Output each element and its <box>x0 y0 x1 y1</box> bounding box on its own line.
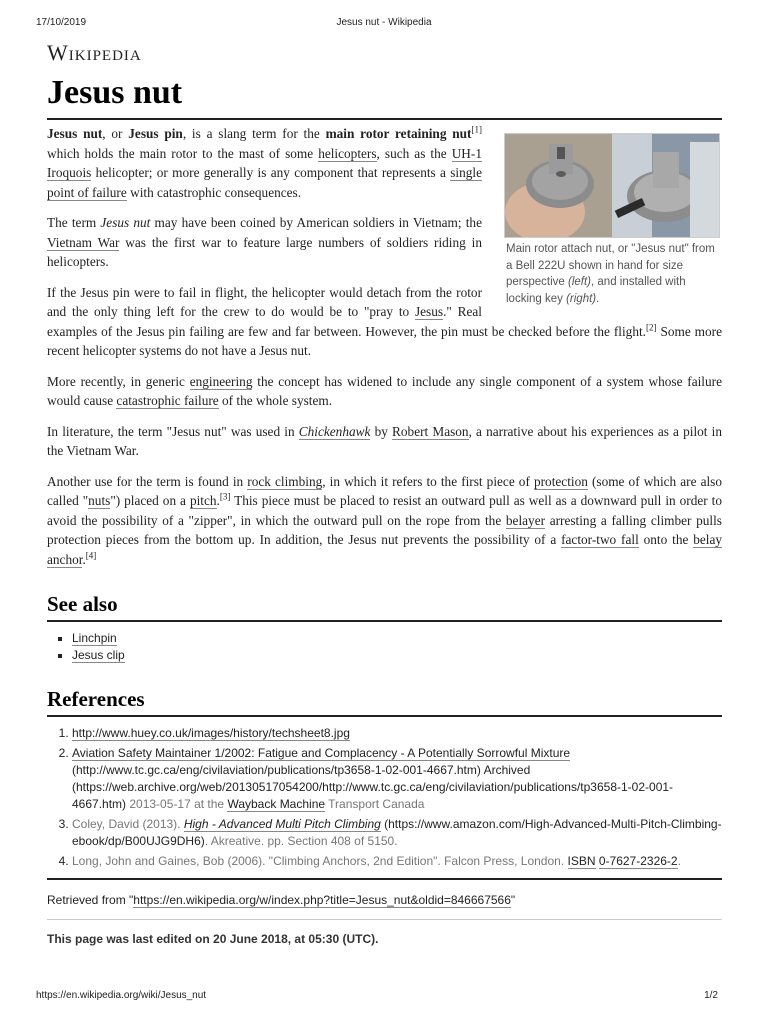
citation-3[interactable]: [3] <box>219 491 231 502</box>
text: . <box>82 551 86 567</box>
reference-item <box>72 853 722 870</box>
text: was the first war to feature large numbers of soldiers riding in helicopters. <box>47 234 482 269</box>
print-date: 17/10/2019 <box>36 17 87 28</box>
bold-term: Jesus pin <box>128 126 183 141</box>
link-factor-two-fall[interactable]: factor-two fall <box>561 532 639 547</box>
text: , such as the <box>376 145 452 161</box>
reference-item <box>72 816 722 850</box>
ref-link-coley[interactable] <box>184 817 381 832</box>
ref-link-wayback[interactable]: Wayback Machine <box>227 797 326 811</box>
reference-item <box>72 745 722 813</box>
link-pitch[interactable]: pitch <box>189 493 217 508</box>
retrieved-from <box>47 891 722 920</box>
thumbnail-caption <box>504 238 722 307</box>
article-body <box>47 124 722 949</box>
text: which holds the main rotor to the mast of some <box>47 145 319 161</box>
page-number: 1/2 <box>704 990 718 1001</box>
ref-url: (http://www.tc.gc.ca/eng/civilaviation/publications/tp3658-1-02-001-4667.htm) <box>72 763 481 777</box>
caption-text: Main rotor attach nut, or "Jesus nut" from a Bell 222U shown in hand for size perspective <box>506 243 715 288</box>
citation-1[interactable]: [1] <box>471 124 482 135</box>
ref-link-isbn[interactable]: ISBN <box>567 854 596 868</box>
link-protection[interactable]: protection <box>533 473 588 489</box>
text: More recently, in generic <box>47 373 190 389</box>
text: , a narrative about his experiences as a pilot in the Vietnam War. <box>47 423 722 458</box>
reference-item <box>72 725 722 742</box>
last-edited: This page was last edited on 20 June 2018, at 05:30 (UTC). <box>47 931 379 946</box>
caption-text: , and installed with locking key <box>506 276 686 305</box>
link-belay-anchor[interactable]: belay anchor <box>47 532 723 567</box>
ref-url: (https://www.amazon.com/High-Advanced-Multi-Pitch-Climbing-ebook/dp/B00UJG9DH6) <box>72 817 722 848</box>
text: the concept has widened to include any single component of a system whose failure would cause <box>47 373 722 408</box>
text: , or <box>102 126 129 141</box>
paragraph-climbing: Another use for the term is found in rock climbing, in which it refers to the first piece of protection (some of which are also called "nuts") placed on a pitch.[3] This piece must be placed to resist an outward pull as well as a downward pull in order to avoid the possibility of a "zipper", in which the outward pull on the rope from the belayer arresting a falling climber pulls protection pieces from the bottom up. In addition, the Jesus nut prevents the possibility of a factor-two fall onto the belay anchor.[4] <box>47 473 723 567</box>
caption-right: (right) <box>566 292 597 305</box>
text: Some more recent helicopter systems do not have a Jesus nut. <box>47 323 722 358</box>
page-title: Jesus nut <box>47 74 183 111</box>
see-also-list <box>47 630 722 664</box>
book-title: Chickenhawk <box>298 423 371 439</box>
ref-title: High - Advanced Multi Pitch Climbing <box>183 817 381 831</box>
ref-date: 2013-05-17 at the <box>126 797 228 811</box>
citation-2[interactable]: [2] <box>646 322 657 333</box>
list-item <box>72 647 722 664</box>
retrieved-link[interactable]: https://en.wikipedia.org/w/index.php?title=Jesus_nut&oldid=846667566 <box>133 893 511 907</box>
paragraph-literature <box>47 422 722 461</box>
ref-archive: Archived (https://web.archive.org/web/20130517054200/http://www.tc.gc.ca/eng/civilaviation/publications/tp3658-1-02-001-4667.htm) <box>72 763 674 811</box>
print-url: https://en.wikipedia.org/wiki/Jesus_nut <box>36 990 207 1001</box>
references-heading: References <box>47 686 722 717</box>
text: , in which it refers to the first piece of <box>322 473 534 489</box>
link-jesus-clip[interactable]: Jesus clip <box>72 648 125 662</box>
bold-term: Jesus nut <box>47 126 103 141</box>
title-divider <box>47 118 722 120</box>
link-rock-climbing[interactable]: rock climbing <box>247 473 323 489</box>
ref-publisher: Transport Canada <box>325 797 425 811</box>
text: of the whole system. <box>218 393 333 408</box>
ref-link-huey[interactable]: http://www.huey.co.uk/images/history/techsheet8.jpg <box>72 726 350 740</box>
text: , is a slang term for the <box>182 126 326 141</box>
see-also-heading: See also <box>47 591 722 622</box>
citation-4[interactable]: [4] <box>85 550 97 561</box>
link-linchpin[interactable]: Linchpin <box>72 631 117 645</box>
link-catastrophic-failure[interactable]: catastrophic failure <box>116 393 219 408</box>
text: helicopter; or more generally is any component that represents a <box>91 165 451 180</box>
italic-term: Jesus nut <box>100 215 151 230</box>
print-footer <box>36 990 732 1004</box>
rotor-nut-photo[interactable] <box>504 133 720 238</box>
text: may have been coined by American soldiers in Vietnam; the <box>150 215 482 230</box>
ref-detail: . <box>677 854 681 868</box>
link-uh1-iroquois[interactable]: UH-1 Iroquois <box>47 145 482 180</box>
link-vietnam-war[interactable]: Vietnam War <box>47 234 120 250</box>
ref-link-tc-title[interactable]: Aviation Safety Maintainer 1/2002: Fatigue and Complacency - A Potentially Sorrowful Mixture <box>72 746 571 760</box>
text: with catastrophic consequences. <box>126 184 302 200</box>
ref-author: Long, John and Gaines, Bob (2006). "Climbing Anchors, 2nd Edition". Falcon Press, London. <box>72 854 568 868</box>
link-robert-mason[interactable]: Robert Mason <box>392 423 469 439</box>
text: This piece must be placed to resist an outward pull as well as a downward pull in order to avoid the possibility of a "zipper", in which the outward pull on the rope from the <box>47 493 722 528</box>
ref-link-isbn-number[interactable]: 0-7627-2326-2 <box>598 854 678 868</box>
bold-term: main rotor retaining nut <box>325 126 472 141</box>
link-helicopters[interactable]: helicopters <box>318 145 377 161</box>
link-nuts[interactable]: nuts <box>88 493 111 508</box>
ref-author: Coley, David (2013). <box>72 817 184 831</box>
retrieved-prefix: Retrieved from " <box>47 893 134 907</box>
print-title: Jesus nut - Wikipedia <box>336 17 432 28</box>
content-end-divider <box>47 878 722 880</box>
caption-left: (left) <box>568 276 592 288</box>
text: by <box>370 423 393 439</box>
print-header <box>36 17 732 31</box>
text: The term <box>47 215 101 230</box>
paragraph-engineering <box>47 372 722 411</box>
references-list <box>47 725 722 870</box>
text: onto the <box>638 532 694 547</box>
text: If the Jesus pin were to fail in flight, the helicopter would detach from the rotor and the only thing left for the crew to do would be to "pray to <box>47 284 482 319</box>
text: ") placed on a <box>110 493 190 508</box>
link-jesus[interactable]: Jesus <box>414 304 444 319</box>
wikipedia-wordmark[interactable]: Wikipedia <box>47 40 142 65</box>
text: arresting a falling climber pulls protection pieces from the bottom up. In addition, the Jesus nut prevents the possibility of a <box>47 512 722 547</box>
ref-detail: . Akreative. pp. Section 408 of 5150. <box>204 834 398 848</box>
text: ." Real examples of the Jesus pin failing are few and far between. However, the pin must be checked before the flight. <box>47 304 646 339</box>
link-engineering[interactable]: engineering <box>189 373 253 389</box>
text: In literature, the term "Jesus nut" was used in <box>47 423 299 439</box>
caption-text: . <box>596 292 600 305</box>
text: (some of which are also called " <box>47 473 722 508</box>
list-item <box>72 630 722 647</box>
link-single-point-of-failure[interactable]: single point of failure <box>47 165 482 200</box>
thumbnail <box>504 133 722 307</box>
link-chickenhawk[interactable] <box>299 424 371 440</box>
text: Another use for the term is found in <box>47 473 248 489</box>
link-belayer[interactable]: belayer <box>505 512 546 528</box>
retrieved-suffix: " <box>510 893 516 907</box>
